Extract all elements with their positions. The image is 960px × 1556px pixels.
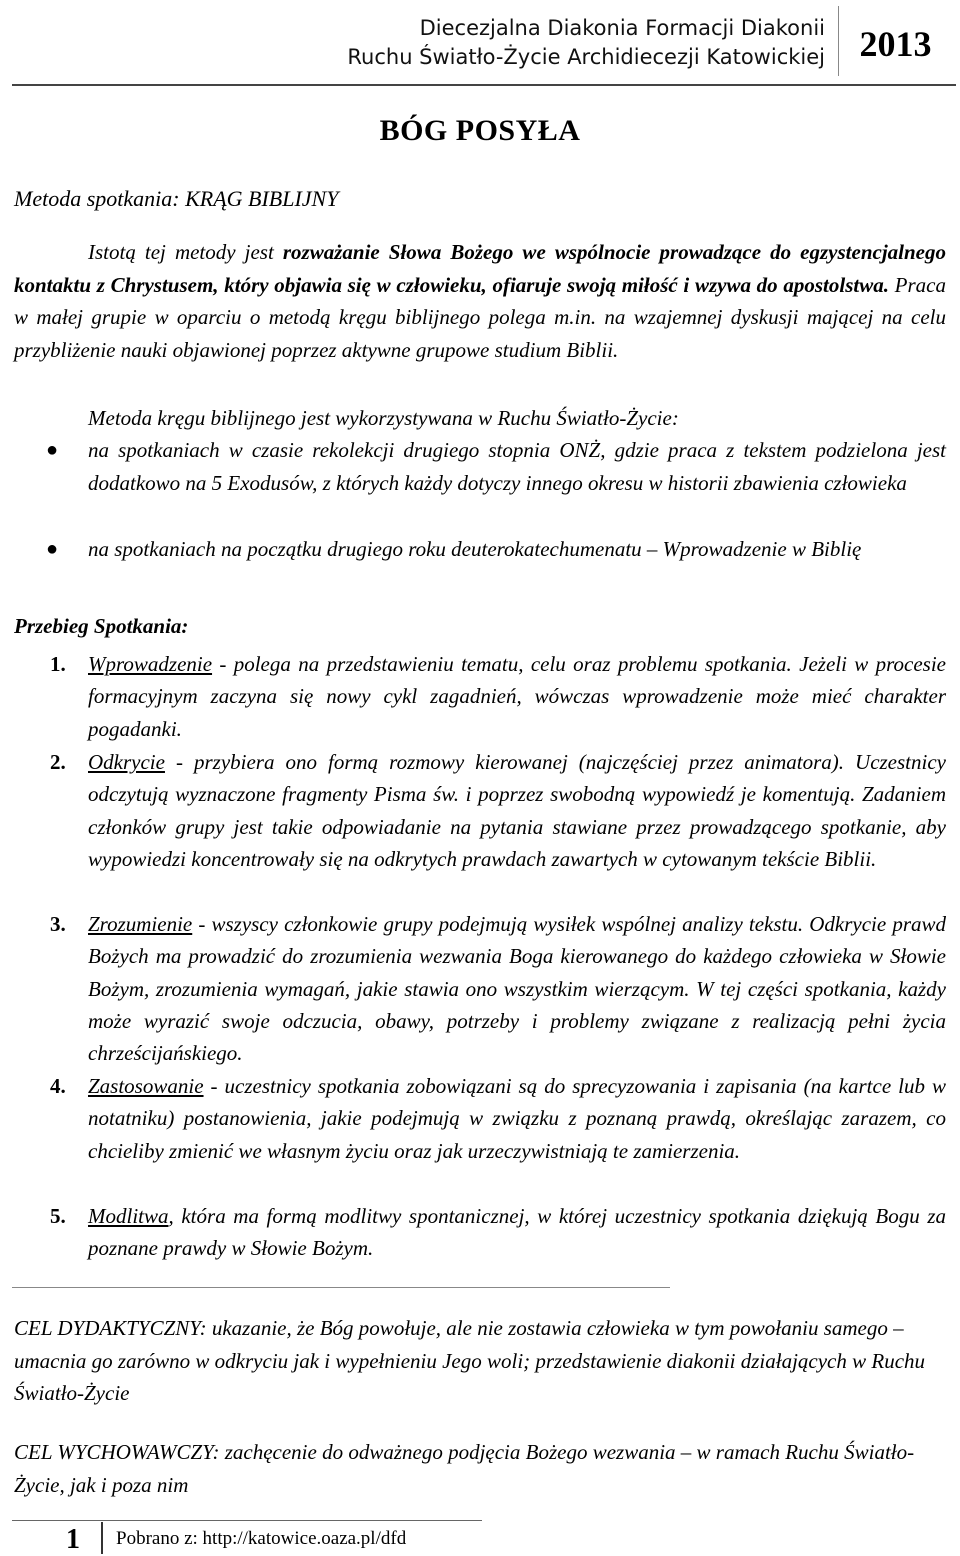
step-number: 1.: [50, 652, 66, 676]
list-item: [46, 434, 946, 500]
step-item: [50, 1070, 946, 1167]
step-number: 4.: [50, 1074, 66, 1098]
step-item: [50, 746, 946, 875]
header-line-1: Diecezjalna Diakonia Formacji Diakonii: [419, 16, 825, 40]
page-title: BÓG POSYŁA: [379, 114, 581, 147]
method-usage: Metoda kręgu biblijnego jest wykorzystywana w Ruchu Światło-Życie:: [88, 406, 679, 430]
step-name: Wprowadzenie: [88, 652, 213, 676]
header-year: 2013: [859, 24, 932, 64]
step-item: [50, 1200, 946, 1265]
list-item: [46, 533, 946, 566]
intro-text-1: Istotą tej metody jest: [88, 240, 283, 264]
step-text: , która ma formą modlitwy spontanicznej, w której uczestnicy spotkania dziękują Bogu za poznane prawdy w Słowie Bożym.: [88, 1204, 946, 1261]
step-item: [50, 648, 946, 745]
step-number: 3.: [50, 912, 66, 936]
step-name: Zastosowanie: [88, 1074, 204, 1098]
step-text: - polega na przedstawieniu tematu, celu oraz problemu spotkania. Jeżeli w procesie formacyjnym zaczyna się nowy cykl zagadnień, wówczas wprowadzenie może mieć charakter pogadanki.: [88, 652, 946, 741]
method-label: Metoda spotkania: KRĄG BIBLIJNY: [14, 186, 339, 211]
step-text: - przybiera ono formą rozmowy kierowanej (najczęściej przez animatora). Uczestnicy odczytują wyznaczone fragmenty Pisma św. i poprzez swobodną wypowiedź je komentują. Zadaniem członków grupy jest takie odpowiadanie na pytania stawiane przez prowadzącego spotkanie, aby wypowiedzi koncentrowały się na odkrytych prawdach zawartych w cytowanym tekście Biblii.: [88, 750, 946, 871]
step-number: 2.: [50, 750, 66, 774]
footer-source: Pobrano z: http://katowice.oaza.pl/dfd: [116, 1528, 407, 1549]
bullet-text: na spotkaniach w czasie rekolekcji drugiego stopnia ONŻ, gdzie praca z tekstem podzielona jest dodatkowo na 5 Exodusów, z których każdy dotyczy innego okresu w historii zbawienia człowieka: [88, 438, 946, 495]
bullet-icon: ●: [46, 439, 59, 461]
document-header: [250, 14, 825, 72]
step-name: Odkrycie: [88, 750, 165, 774]
cel-wychowawczy: CEL WYCHOWAWCZY: zachęcenie do odważnego podjęcia Bożego wezwania – w ramach Ruchu Światło-Życie, jak i poza nim: [14, 1440, 915, 1497]
footer-rule: [12, 1520, 482, 1521]
step-name: Zrozumienie: [88, 912, 193, 936]
section-divider: [12, 1287, 670, 1288]
footer-divider: [101, 1522, 103, 1554]
header-line-2: Ruchu Światło-Życie Archidiecezji Katowickiej: [347, 45, 825, 69]
header-rule: [12, 84, 956, 86]
bullet-text: na spotkaniach na początku drugiego roku deuterokatechumenatu – Wprowadzenie w Biblię: [88, 537, 862, 561]
step-text: - uczestnicy spotkania zobowiązani są do sprecyzowania i zapisania (na kartce lub w notatniku) postanowienia, jakie podejmują w związku z poznaną prawdą, określając zarazem, co chcieliby zmienić we własnym życiu oraz jak urzeczywistniają te zamierzenia.: [88, 1074, 946, 1163]
header-divider: [838, 6, 839, 76]
intro-text-bold: rozważanie Słowa Bożego we wspólnocie prowadzące do egzystencjalnego kontaktu z Chrystusem, który objawia się w człowieku, ofiaruje swoją miłość i wzywa do apostolstwa.: [14, 240, 946, 297]
intro-text-3: Praca w małej grupie w oparciu o metodą kręgu biblijnego polega m.in. na wzajemnej dyskusji mającej na celu przybliżenie nauki objawionej poprzez aktywne grupowe studium Biblii.: [14, 272, 946, 362]
step-number: 5.: [50, 1204, 66, 1228]
page-number: 1: [66, 1524, 80, 1555]
bullet-icon: ●: [46, 538, 59, 560]
section-heading-przebieg: Przebieg Spotkania:: [14, 614, 189, 638]
step-name: Modlitwa: [88, 1204, 169, 1228]
cel-dydaktyczny: CEL DYDAKTYCZNY: ukazanie, że Bóg powołuje, ale nie zostawia człowieka w tym powołaniu samego – umacnia go zarówno w odkryciu jak i wypełnieniu Jego woli; przedstawienie diakonii działających w Ruchu Światło-Życie: [14, 1316, 926, 1405]
intro-paragraph: [14, 236, 946, 366]
step-item: [50, 908, 946, 1069]
step-text: - wszyscy członkowie grupy podejmują wysiłek wspólnej analizy tekstu. Odkrycie prawd Bożych ma prowadzić do zrozumienia wezwania Boga kierowanego do każdego człowieka w Słowie Bożym, zrozumienia wymagań, jakie stawia ono wszystkim wierzącym. W tej części spotkania, każdy może wyrazić swoje odczucia, obawy, potrzeby i problemy związane z realizacją pełni życia chrześcijańskiego.: [88, 912, 946, 1066]
